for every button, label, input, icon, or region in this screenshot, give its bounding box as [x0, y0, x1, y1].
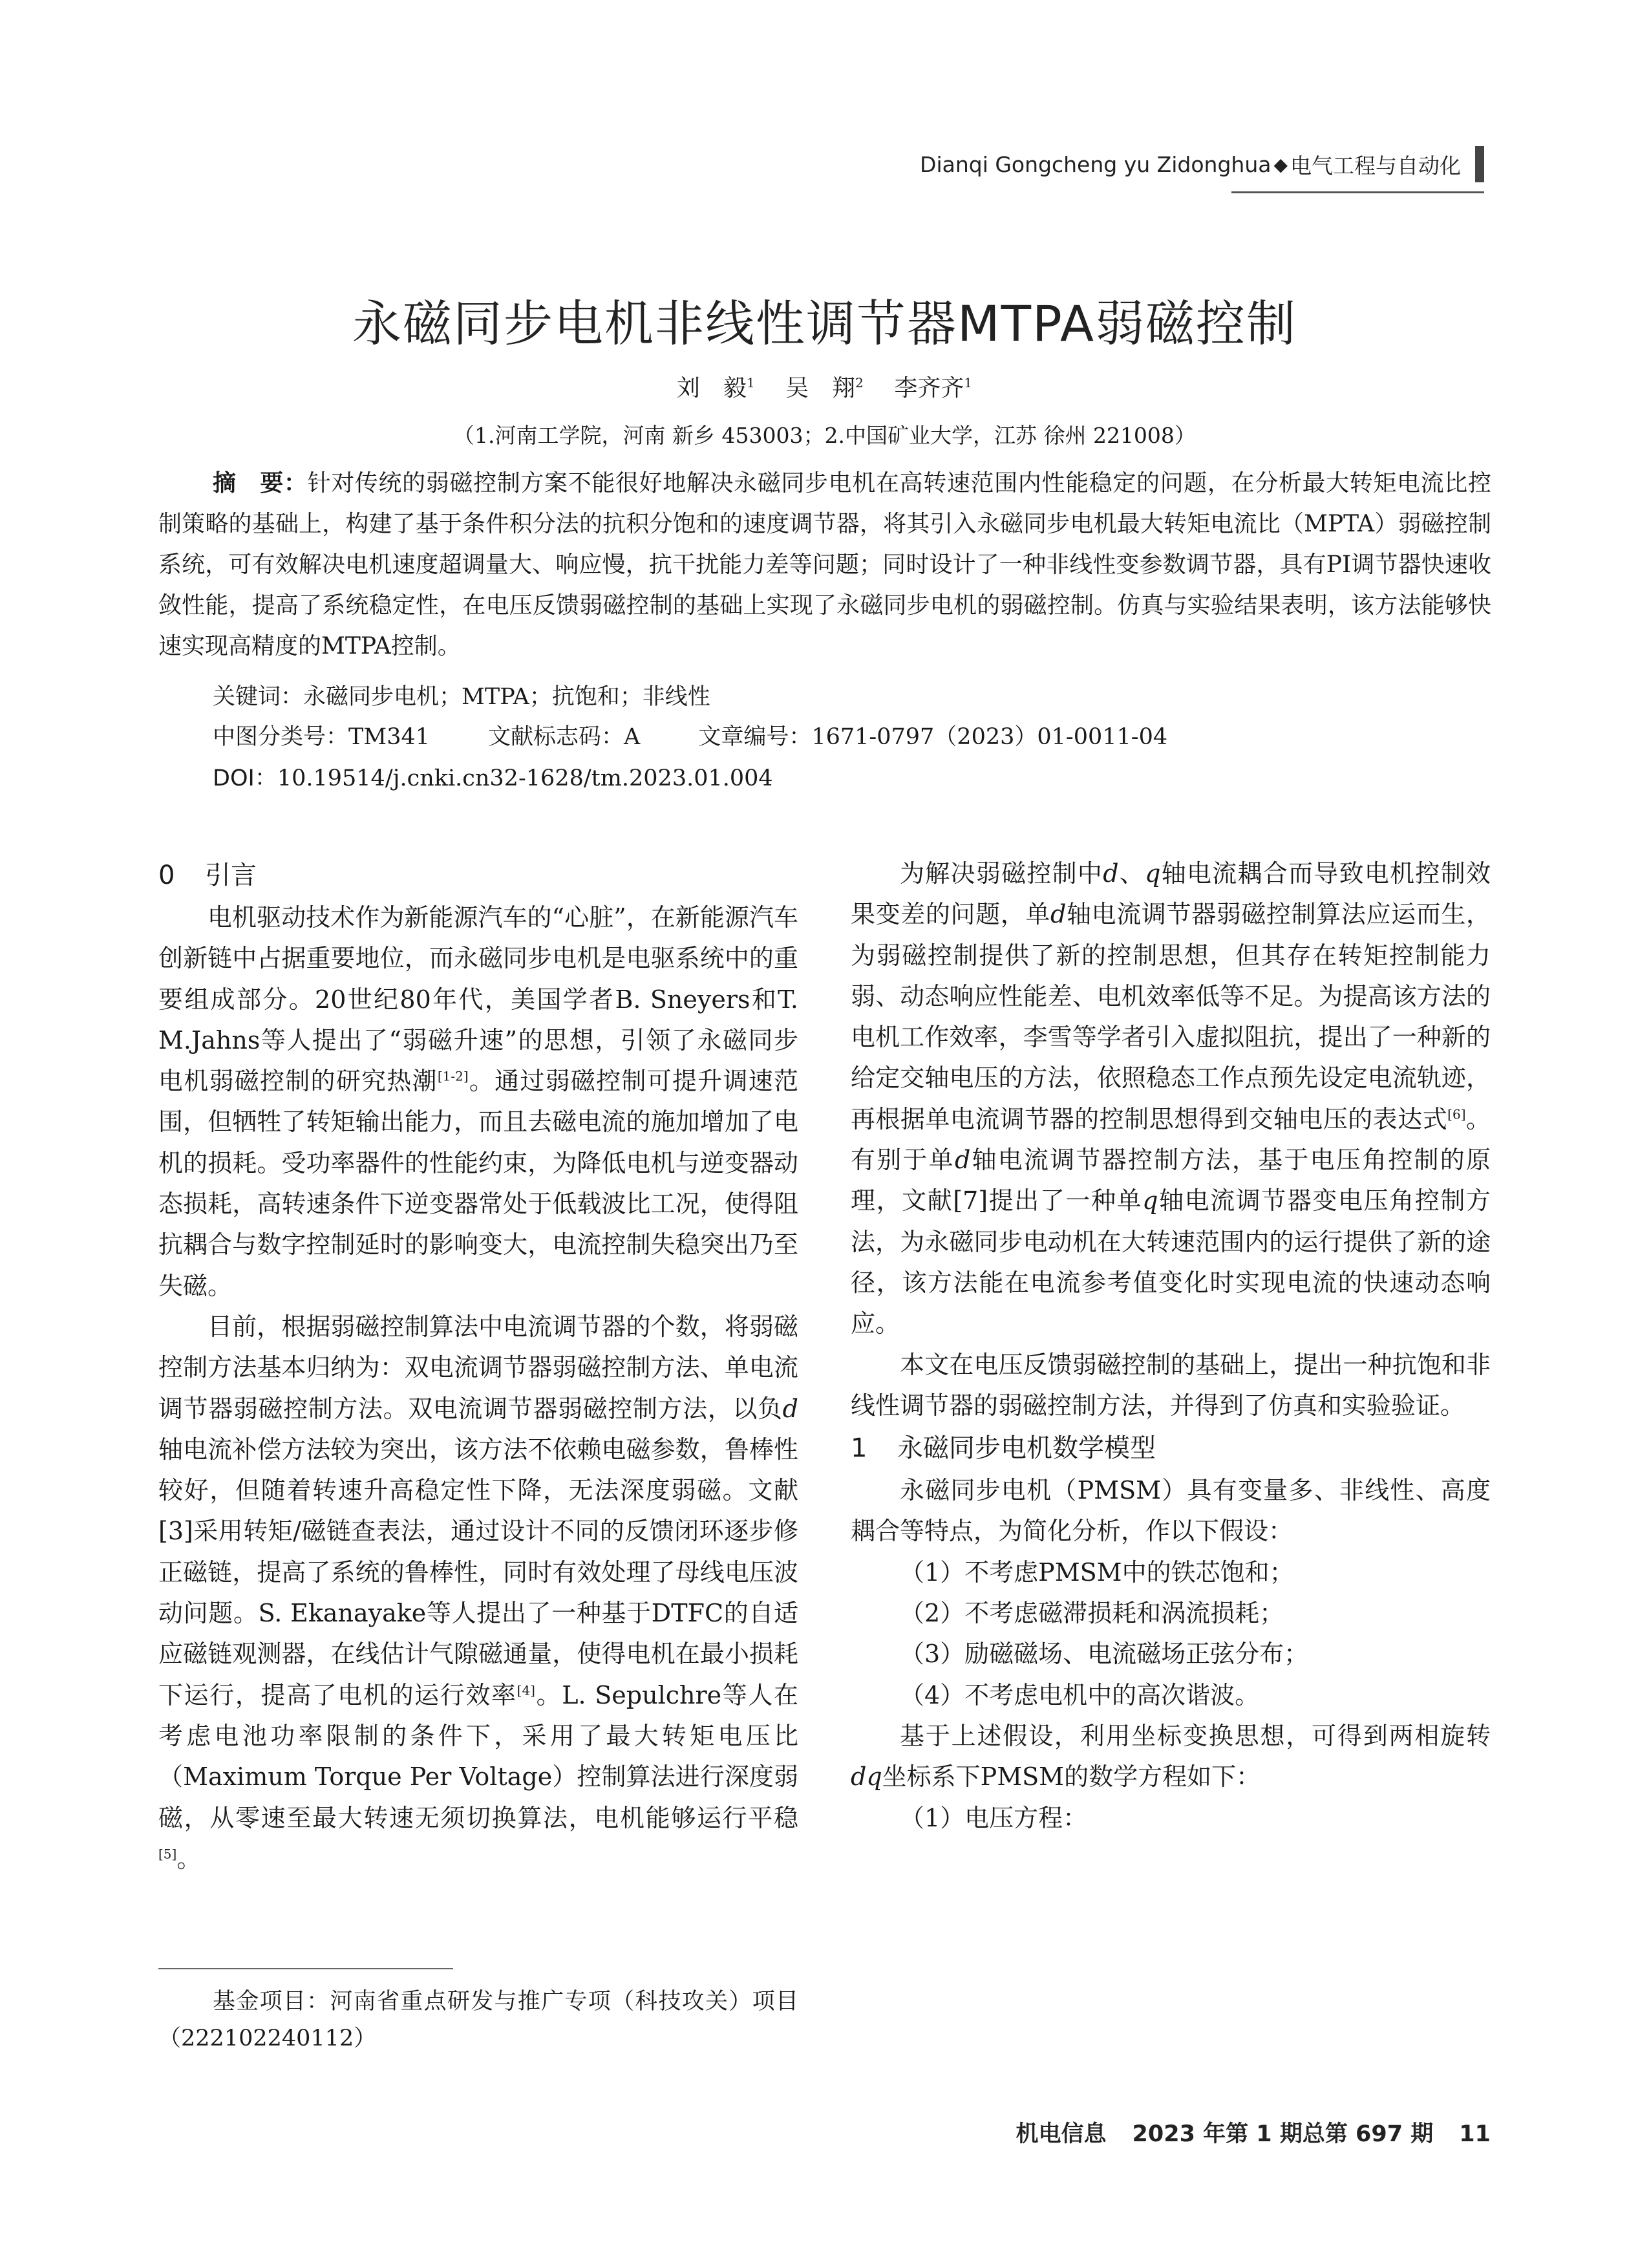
- doi-value: 10.19514/j.cnki.cn32-1628/tm.2023.01.004: [277, 765, 773, 791]
- diamond-icon: ◆: [1273, 153, 1288, 175]
- right-column: [851, 853, 1491, 1839]
- journal-pinyin: Dianqi Gongcheng yu Zidonghua: [920, 151, 1271, 177]
- paragraph: 目前，根据弱磁控制算法中电流调节器的个数，将弱磁控制方法基本归纳为：双电流调节器弱磁控制方法、单电流调节器弱磁控制方法。双电流调节器弱磁控制方法，以负d轴电流补偿方法较为突出，该方法不依赖电磁参数，鲁棒性较好，但随着转速升高稳定性下降，无法深度弱磁。文献[3]采用转矩/磁链查表法，通过设计不同的反馈闭环逐步修正磁链，提高了系统的鲁棒性，同时有效处理了母线电压波动问题。S. Ekanayake等人提出了一种基于DTFC的自适应磁链观测器，在线估计气隙磁通量，使得电机在最小损耗下运行，提高了电机的运行效率[4]。L. Sepulchre等人在考虑电池功率限制的条件下，采用了最大转矩电压比（Maximum Torque Per Voltage）控制算法进行深度弱磁，从零速至最大转速无须切换算法，电机能够运行平稳[5]。: [158, 1312, 798, 1873]
- author: 吴 翔$^2$: [785, 375, 864, 401]
- footnote: [158, 1984, 798, 2057]
- footnote-text: 河南省重点研发与推广专项（科技攻关）项目（222102240112）: [158, 1989, 798, 2051]
- paragraph: 永磁同步电机（PMSM）具有变量多、非线性、高度耦合等特点，为简化分析，作以下假设：: [851, 1476, 1491, 1546]
- paragraph: 为解决弱磁控制中d、q轴电流耦合而导致电机控制效果变差的问题，单d轴电流调节器弱磁控制算法应运而生，为弱磁控制提供了新的控制思想，但其存在转矩控制能力弱、动态响应性能差、电机效率低等不足。为提高该方法的电机工作效率，李雪等学者引入虚拟阻抗，提出了一种新的给定交轴电压的方法，依照稳态工作点预先设定电流轨迹，再根据单电流调节器的控制思想得到交轴电压的表达式[6]。有别于单d轴电流调节器控制方法，基于电压角控制的原理，文献[7]提出了一种单q轴电流调节器变电压角控制方法，为永磁同步电动机在大转速范围内的运行提供了新的途径，该方法能在电流参考值变化时实现电流的快速动态响应。: [851, 859, 1491, 1338]
- paragraph: 本文在电压反馈弱磁控制的基础上，提出一种抗饱和非线性调节器的弱磁控制方法，并得到了仿真和实验验证。: [851, 1350, 1491, 1420]
- footer-issue: 2023 年第 1 期总第 697 期: [1132, 2121, 1434, 2147]
- assumption-item: （1）不考虑PMSM中的铁芯饱和；: [900, 1557, 1294, 1587]
- author: 刘 毅$^1$: [676, 375, 755, 401]
- author-list: [0, 370, 1649, 403]
- keywords-text: 永磁同步电机；MTPA；抗饱和；非线性: [303, 684, 710, 710]
- abstract-label: 摘 要：: [213, 470, 308, 497]
- abstract-text: 针对传统的弱磁控制方案不能很好地解决永磁同步电机在高转速范围内性能稳定的问题，在分析最大转矩电流比控制策略的基础上，构建了基于条件积分法的抗积分饱和的速度调节器，将其引入永磁同步电机最大转矩电流比（MPTA）弱磁控制系统，可有效解决电机速度超调量大、响应慢，抗干扰能力差等问题；同时设计了一种非线性变参数调节器，具有PI调节器快速收敛性能，提高了系统稳定性，在电压反馈弱磁控制的基础上实现了永磁同步电机的弱磁控制。仿真与实验结果表明，该方法能够快速实现高精度的MTPA控制。: [158, 470, 1491, 659]
- author: 李齐齐$^1$: [894, 375, 973, 401]
- affiliation: （1.河南工学院，河南 新乡 453003；2.中国矿业大学，江苏 徐州 221008）: [453, 423, 1196, 448]
- footnote-rule: [158, 1968, 453, 1969]
- paper-title: 永磁同步电机非线性调节器MTPA弱磁控制: [352, 295, 1297, 352]
- header-rule: [1231, 191, 1484, 193]
- page-number: 11: [1459, 2121, 1491, 2147]
- keywords-label: 关键词：: [213, 684, 304, 710]
- classification: 中图分类号：TM341 文献标志码：A 文章编号：1671-0797（2023）01-0011-04: [213, 724, 1168, 750]
- running-header: [920, 146, 1484, 182]
- paragraph: 基于上述假设，利用坐标变换思想，可得到两相旋转dq坐标系下PMSM的数学方程如下：: [851, 1721, 1491, 1792]
- section-heading: 0 引言: [158, 861, 257, 890]
- assumption-item: （4）不考虑电机中的高次谐波。: [900, 1680, 1260, 1709]
- section-heading: 1 永磁同步电机数学模型: [851, 1433, 1156, 1464]
- doi-label: DOI：: [213, 765, 277, 791]
- assumption-item: （3）励磁磁场、电流磁场正弦分布；: [900, 1640, 1309, 1669]
- journal-name: 电气工程与自动化: [1290, 153, 1461, 178]
- left-column: [158, 853, 798, 1879]
- page-footer: [1016, 2116, 1491, 2148]
- doi: [213, 760, 773, 793]
- equation-heading: （1）电压方程：: [900, 1803, 1088, 1832]
- footer-journal: 机电信息: [1016, 2121, 1107, 2147]
- abstract: [158, 463, 1491, 667]
- paragraph: 电机驱动技术作为新能源汽车的“心脏”，在新能源汽车创新链中占据重要地位，而永磁同步电机是电驱系统中的重要组成部分。20世纪80年代，美国学者B. Sneyers和T. M.Jahns等人提出了“弱磁升速”的思想，引领了永磁同步电机弱磁控制的研究热潮[1-2]。通过弱磁控制可提升调速范围，但牺牲了转矩输出能力，而且去磁电流的施加增加了电机的损耗。受功率器件的性能约束，为降低电机与逆变器动态损耗，高转速条件下逆变器常处于低载波比工况，使得阻抗耦合与数字控制延时的影响变大，电流控制失稳突出乃至失磁。: [158, 903, 798, 1300]
- footnote-label: 基金项目：: [213, 1989, 330, 2015]
- keywords: [213, 679, 710, 711]
- assumption-item: （2）不考虑磁滞损耗和涡流损耗；: [900, 1599, 1284, 1628]
- header-bar-icon: [1475, 146, 1484, 182]
